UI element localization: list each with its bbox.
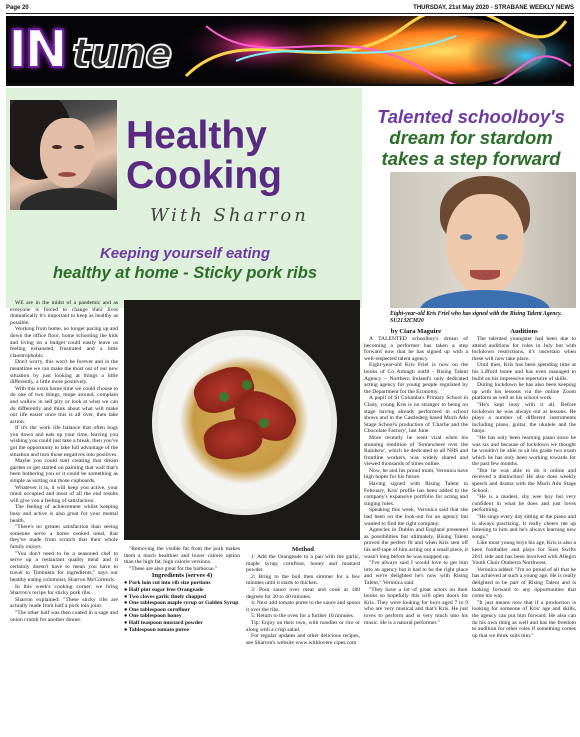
paragraph: A pupil of St Columba's Primary School in Clady, young Kris is no stranger to being on stage having already performed in school shows and in the Castlederg based Much Ado Stage School's production of 'Charlie and the Chocolate Factory', last June. — [364, 395, 468, 435]
auditions-heading: Auditions — [510, 328, 538, 335]
paragraph: Like most young boys his age, Kris is also a keen footballer and plays for Sion Swifts 2011 side and has been involved with Allegro Youth Choir Omberra Northwest. — [472, 540, 576, 567]
photo-caption: Eight-year-old Kris Friel who has signed with the Rising Talent Agency. SU2132CM20 — [390, 311, 562, 324]
website-note: For regular updates and other delicious recipes, see Sharron's website www.withlovere cipes.com — [246, 633, 360, 646]
paragraph: "These are also great for the barbecue." — [129, 565, 218, 572]
article-byline: by Ciara Maguire — [390, 328, 442, 335]
ingredient-item: ● One tablespoon honey — [124, 613, 182, 620]
tip-text: Tip: Enjoy on their own, with noodles or rice or along with a crisp salad. — [246, 619, 360, 633]
paragraph: The talented youngster had been due to attend auditions for roles in July but with lockdown restrictions, it's uncertain when these will now take place. — [472, 336, 576, 362]
ingredient-item: ● One tablespoon cornflour — [124, 606, 190, 613]
cooking-headline-2: healthy at home - Sticky pork ribs — [52, 264, 318, 282]
paragraph: "He sings every day sitting at the piano and is always practising. It really cheers me up listening to him and he's always learning new songs." — [472, 514, 576, 540]
paragraph: "Removing the visible fat from the pork makes them a much healthier and lower calorie option than the high fat, high calorie versions. — [124, 546, 240, 566]
paragraph: "He's kept busy with it all. Before lockdown he was always out at lessons. He plays a number of different instruments including piano, guitar, the ukulele and the banjo. — [472, 401, 576, 435]
logo-tune: tune — [72, 31, 172, 77]
logo-in: IN — [8, 20, 65, 80]
paragraph: "They have a lot of great actors on their books so hopefully this will open doors for Kris. They were looking for boys aged 7 to 9 who are very musical and that's Kris. He just loves to perform and is very much into his music. He is a natural performer." — [364, 586, 468, 626]
talent-headline-2: dream for stardom — [389, 127, 553, 148]
ingredient-item: ● Pork loin cut into rib size portions — [124, 580, 211, 587]
paragraph: "You don't need to be a seasoned chef to serve up a restaurant quality meal and it certainly doesn't have to mean you have to travel to Timbuktu for ingredients," says our healthy eating columnist, Sharron McCormick. — [10, 550, 118, 583]
cooking-byline: With Sharron — [150, 205, 309, 226]
talent-headline — [364, 106, 578, 169]
paragraph: With this extra home time we could choose to do one of two things, mope around, complain and wallow in self pity or look at what we can do differently and think about what will make our life easier once this is all over, then take action. — [10, 385, 118, 425]
paragraph: If it's the work life balance that often bogs you down and eats up your time, leaving you wishing you could just take a break, then you've got the opportunity to take full advantage of the situation and turn those negatives into positives. — [10, 425, 118, 458]
paragraph: WE are in the midst of a pandemic and as everyone is forced to change their lives dramatically it's important to keep as healthy as possible. — [10, 300, 118, 326]
paragraph: Speaking this week, Veronica said that she had been on the look-out for an agency but wanted to find the right company. — [364, 507, 468, 527]
paragraph: Working from home, no longer pacing up and down the office floor, home schooling the kids and living on a budget could easily leave us feeling exhausted, frustrated and a little claustrophobic. — [10, 326, 118, 359]
cooking-title-line2: Cooking — [126, 154, 282, 197]
paragraph: Don't worry, this won't be forever and in the meantime we can make the most out of our new situation by just looking at things a little differently, a little more positively. — [10, 359, 118, 386]
intune-banner — [6, 16, 574, 86]
cooking-column-3 — [246, 546, 360, 698]
paragraph: Until then, Kris has been spending time at his Lifford home and has even managed to build on his impressive repertoire of skills. — [472, 362, 576, 382]
paragraph: The feeling of achievement whilst keeping busy and active is also great for your mental health. — [10, 504, 118, 524]
cooking-title — [126, 116, 282, 196]
paragraph: Sharron explained: "These sticky ribs are actually made from half a pork loin joint. — [10, 596, 118, 610]
ingredient-item: ● Tablespoon tomato puree — [124, 626, 189, 633]
talent-headline-3: takes a step forward — [381, 148, 561, 169]
columnist-photo — [10, 100, 117, 210]
page-number: Page 20 — [6, 5, 29, 11]
talent-column-2 — [472, 328, 576, 698]
method-step: 2: Bring to the boil then simmer for a few minutes until it starts to thicken. — [246, 573, 360, 587]
paragraph: Eight-year-old Kris Friel is now on the books of Co Armagh outfit - Rising Talent Agency – Northern Ireland's only dedicated acting agency for young people regulated by the Department for the Economy. — [364, 362, 468, 395]
cooking-column-1 — [10, 300, 118, 698]
paragraph: "He has only been learning piano since he was six and because of lockdown we thought he wouldn't be able to sit his grade two exam which he has only been working towards for the past few months. — [472, 434, 576, 468]
method-step: 4: Next add tomato puree to the sauce and spoon it over the ribs. — [246, 600, 360, 613]
paragraph: Now, he and his proud mum, Veronica have high hopes for his future. — [364, 467, 468, 481]
ingredient-item: ● Half teaspoon mustard powder — [124, 619, 203, 626]
method-step: 1: Add the Orangeade to a pan with the garlic, maple syrup, cornflour, honey and mustard powder. — [246, 554, 360, 574]
kris-friel-photo — [390, 172, 576, 308]
cooking-headline-1: Keeping yourself eating — [99, 245, 271, 262]
paragraph: Whatever it is, it will keep you active, your mind occupied and most of all the end results will give you a feeling of satisfaction. — [10, 484, 118, 504]
paragraph: "It just means now that if a production is looking for someone of Kris' age and skills, the agency can put him forward. He also can do his own thing as well and has the freedom to audition for other roles if something comes up that we think suits him." — [472, 599, 576, 639]
paragraph: More recently he went viral when his stunning rendition of 'Somewhere over the Rainbow', which he dedicated to all NHS and frontline workers, was widely shared and viewed thousands of times online. — [364, 434, 468, 468]
method-heading: Method — [292, 546, 314, 553]
paragraph: "I've always said I would love to get him into an agency but it had to be the right place and we're delighted he's now with Rising Talent," Veronica said. — [364, 560, 468, 586]
masthead: THURSDAY, 21st May 2020 - STRABANE WEEKLY NEWS — [413, 5, 574, 11]
ingredients-heading: Ingredients (serves 4) — [151, 572, 213, 580]
cooking-column-2 — [124, 546, 240, 698]
paragraph: "He is a modest, shy wee boy but very confident in what he does and just loves performing. — [472, 494, 576, 514]
talent-column-1 — [364, 328, 468, 698]
page-header — [6, 2, 574, 14]
paragraph: During lockdown he has also been keeping up with his lessons via the online Zoom platform as well as his school work. — [472, 382, 576, 402]
method-step: 5: Return to the oven for a further 10 minutes. — [251, 613, 355, 620]
cooking-title-line1: Healthy — [126, 114, 267, 157]
paragraph: "But he was able to do it online and received a distinction! He also does weekly speech and drama with the Much Ado Stage School. — [472, 467, 576, 494]
sticky-ribs-photo — [124, 300, 360, 540]
method-step: 3: Pour sauce over meat and cook at 180 degrees for 30 to 40 minutes. — [246, 586, 360, 600]
paragraph: Veronica added: "I'm so proud of all that he has achieved at such a young age. He is really delighted to be part of Rising Talent and is looking forward to any opportunities that come his way. — [472, 566, 576, 600]
paragraph: A TALENTED schoolboy's dream of becoming a performer has taken a step forward now that he has signed up with a well-respected talent agency. — [364, 336, 468, 362]
paragraph: "There's no greater satisfaction than seeing someone serve a home cooked meal, that they've made from scratch that their whole family enjoys. — [10, 524, 118, 550]
paragraph: Agencies in Dublin and England presented as possibilities but ultimately, Rising Talent proved the perfect fit and when Kris sent off his self-tape of him acting out a small piece, it wasn't long before he was snapped up. — [364, 527, 468, 560]
ingredient-item: ● One tablespoon maple syrup or Golden Syrup — [124, 600, 239, 607]
paragraph: "The other half was then coated in a sage and onion crumb for another dinner. — [10, 609, 118, 623]
paragraph: Having signed with Rising Talent in February, Kris' profile has been added to the company's expansive portfolio for acting and singing roles. — [364, 481, 468, 507]
talent-headline-1: Talented schoolboy's — [377, 106, 565, 127]
paragraph: In this week's cooking corner, we bring Sharron's recipe for sticky pork ribs. — [10, 583, 118, 597]
ingredient-item: ● Half pint sugar free Orangeade — [124, 586, 204, 593]
ingredient-item: ● Two cloves garlic finely chopped — [124, 593, 206, 600]
paragraph: Maybe you could start creating that dream garden or get started on painting that wall that's been bothering you or it could be something as simple as sorting out those cupboards. — [10, 458, 118, 485]
